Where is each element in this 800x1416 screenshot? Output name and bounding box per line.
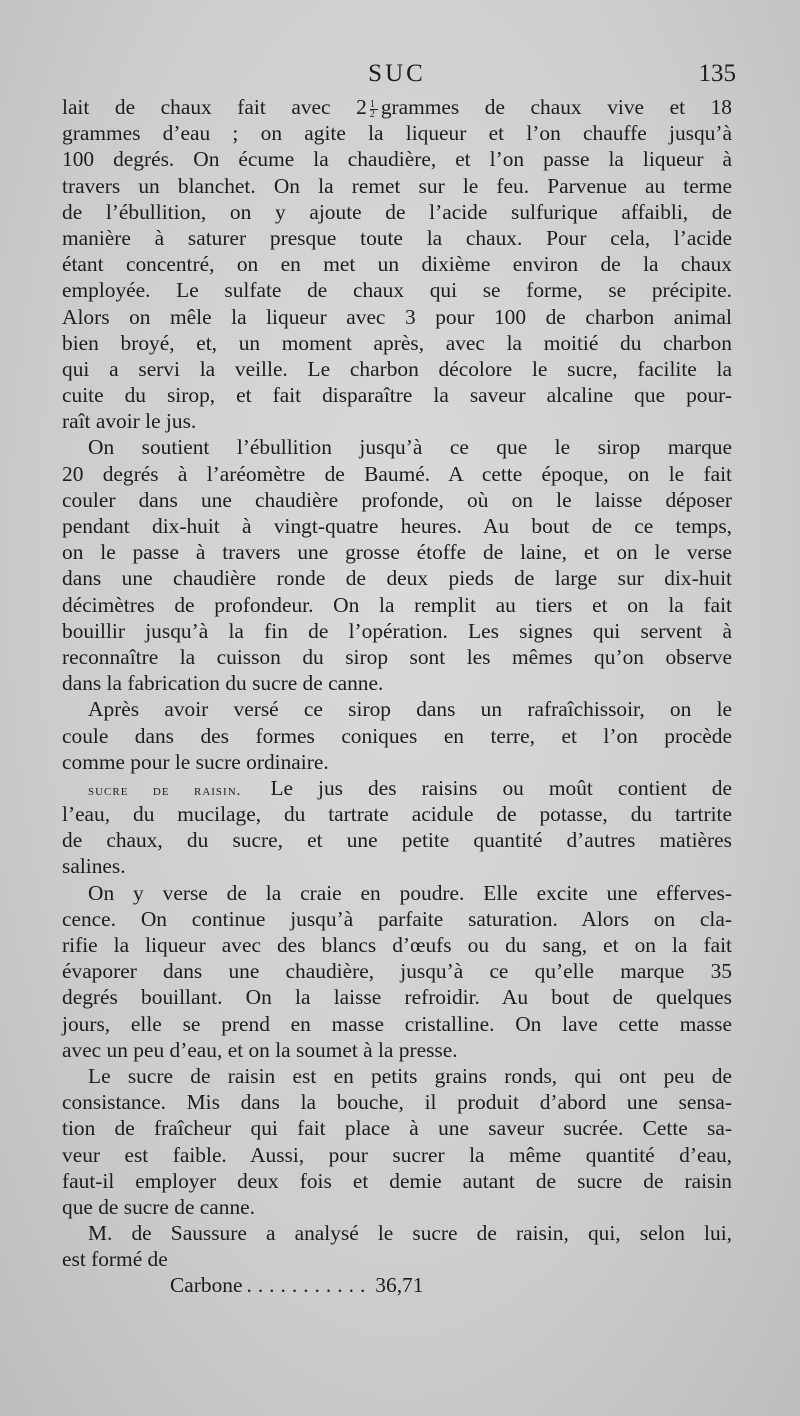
text-line: qui a servi la veille. Le charbon décolore le sucre, facilite la <box>62 356 732 381</box>
text-line: 20 degrés à l’aréomètre de Baumé. A cette époque, on le fait <box>62 461 732 486</box>
text-line: travers un blanchet. On la remet sur le feu. Parvenue au terme <box>62 173 732 198</box>
text-line: cuite du sirop, et fait disparaître la saveur alcaline que pour- <box>62 383 732 408</box>
page-number: 135 <box>698 60 736 87</box>
text-line: raît avoir le jus. <box>62 409 197 434</box>
text-line: degrés bouillant. On la laisse refroidir. Au bout de quelques <box>62 985 732 1010</box>
text-line: avec un peu d’eau, et on la soumet à la presse. <box>62 1037 458 1062</box>
text-line: cence. On continue jusqu’à parfaite saturation. Alors on cla- <box>62 906 732 931</box>
text-line: de chaux, du sucre, et une petite quantité d’autres matières <box>62 828 732 853</box>
text-line: employée. Le sulfate de chaux qui se forme, se précipite. <box>62 278 732 303</box>
text-line: pendant dix-huit à vingt-quatre heures. Au bout de ce temps, <box>62 514 732 538</box>
text-line: comme pour le sucre ordinaire. <box>62 749 329 774</box>
text-line: On y verse de la craie en poudre. Elle excite une efferves- <box>88 880 732 905</box>
text-line: grammes d’eau ; on agite la liqueur et l’on chauffe jusqu’à <box>62 121 732 146</box>
text-line: l’eau, du mucilage, du tartrate acidule de potasse, du tartrite <box>62 802 732 827</box>
text-line: de l’ébullition, on y ajoute de l’acide sulfurique affaibli, de <box>62 199 732 224</box>
text-line: 100 degrés. On écume la chaudière, et l’on passe la liqueur à <box>62 147 732 172</box>
text-line: On soutient l’ébullition jusqu’à ce que le sirop marque <box>88 435 732 460</box>
text-line: M. de Saussure a analysé le sucre de raisin, qui, selon lui, <box>88 1221 732 1246</box>
text-line: sucre de raisin. Le jus des raisins ou moût contient de <box>88 775 732 800</box>
text-line: que de sucre de canne. <box>62 1194 256 1219</box>
text-line: faut-il employer deux fois et demie autant de sucre de raisin <box>62 1168 732 1193</box>
text-line: on le passe à travers une grosse étoffe de laine, et on le verse <box>62 540 732 565</box>
text-line: consistance. Mis dans la bouche, il produit d’abord une sensa- <box>62 1090 732 1115</box>
text-line: rifie la liqueur avec des blancs d’œufs ou du sang, et on la fait <box>62 933 732 957</box>
text-line: dans une chaudière ronde de deux pieds de large sur dix-huit <box>62 566 732 591</box>
text-line: Le sucre de raisin est en petits grains ronds, qui ont peu de <box>88 1063 732 1088</box>
text-line: veur est faible. Aussi, pour sucrer la même quantité d’eau, <box>62 1142 732 1167</box>
text-line: bouillir jusqu’à la fin de l’opération. Les signes qui servent à <box>62 618 732 643</box>
text-line: salines. <box>62 854 126 879</box>
body-text <box>62 94 732 1299</box>
composition-row <box>62 1272 732 1298</box>
element-name: Carbone <box>170 1273 243 1298</box>
text-line: dans la fabrication du sucre de canne. <box>62 671 384 696</box>
text-line: Après avoir versé ce sirop dans un rafraîchissoir, on le <box>88 697 732 722</box>
text-line: étant concentré, on en met un dixième environ de la chaux <box>62 252 732 277</box>
leader-dots: ........... <box>246 1273 372 1298</box>
text-line: bien broyé, et, un moment après, avec la moitié du charbon <box>62 330 732 355</box>
element-value: 36,71 <box>375 1273 424 1298</box>
text-line: est formé de <box>62 1247 168 1272</box>
text-line: jours, elle se prend en masse cristalline. On lave cette masse <box>62 1011 732 1036</box>
section-heading: sucre de raisin. <box>88 782 242 799</box>
text-line: coule dans des formes coniques en terre, et l’on procède <box>62 723 732 748</box>
text-line: décimètres de profondeur. On la remplit au tiers et on la fait <box>62 592 732 617</box>
text-line: tion de fraîcheur qui fait place à une saveur sucrée. Cette sa- <box>62 1116 732 1141</box>
text-line: évaporer dans une chaudière, jusqu’à ce qu’elle marque 35 <box>62 959 732 984</box>
text-line: lait de chaux fait avec 2 $\frac{1}{2}$ grammes de chaux vive et 18 <box>62 95 732 120</box>
text-line: reconnaître la cuisson du sirop sont les mêmes qu’on observe <box>62 644 732 669</box>
text-line: Alors on mêle la liqueur avec 3 pour 100 de charbon animal <box>62 304 732 329</box>
text-line: manière à saturer presque toute la chaux. Pour cela, l’acide <box>62 225 732 250</box>
running-head <box>62 60 736 92</box>
running-title: SUC <box>368 60 426 87</box>
fraction: $\frac{1}{2}$ <box>370 100 378 119</box>
text-line: couler dans une chaudière profonde, où on le laisse déposer <box>62 487 732 512</box>
